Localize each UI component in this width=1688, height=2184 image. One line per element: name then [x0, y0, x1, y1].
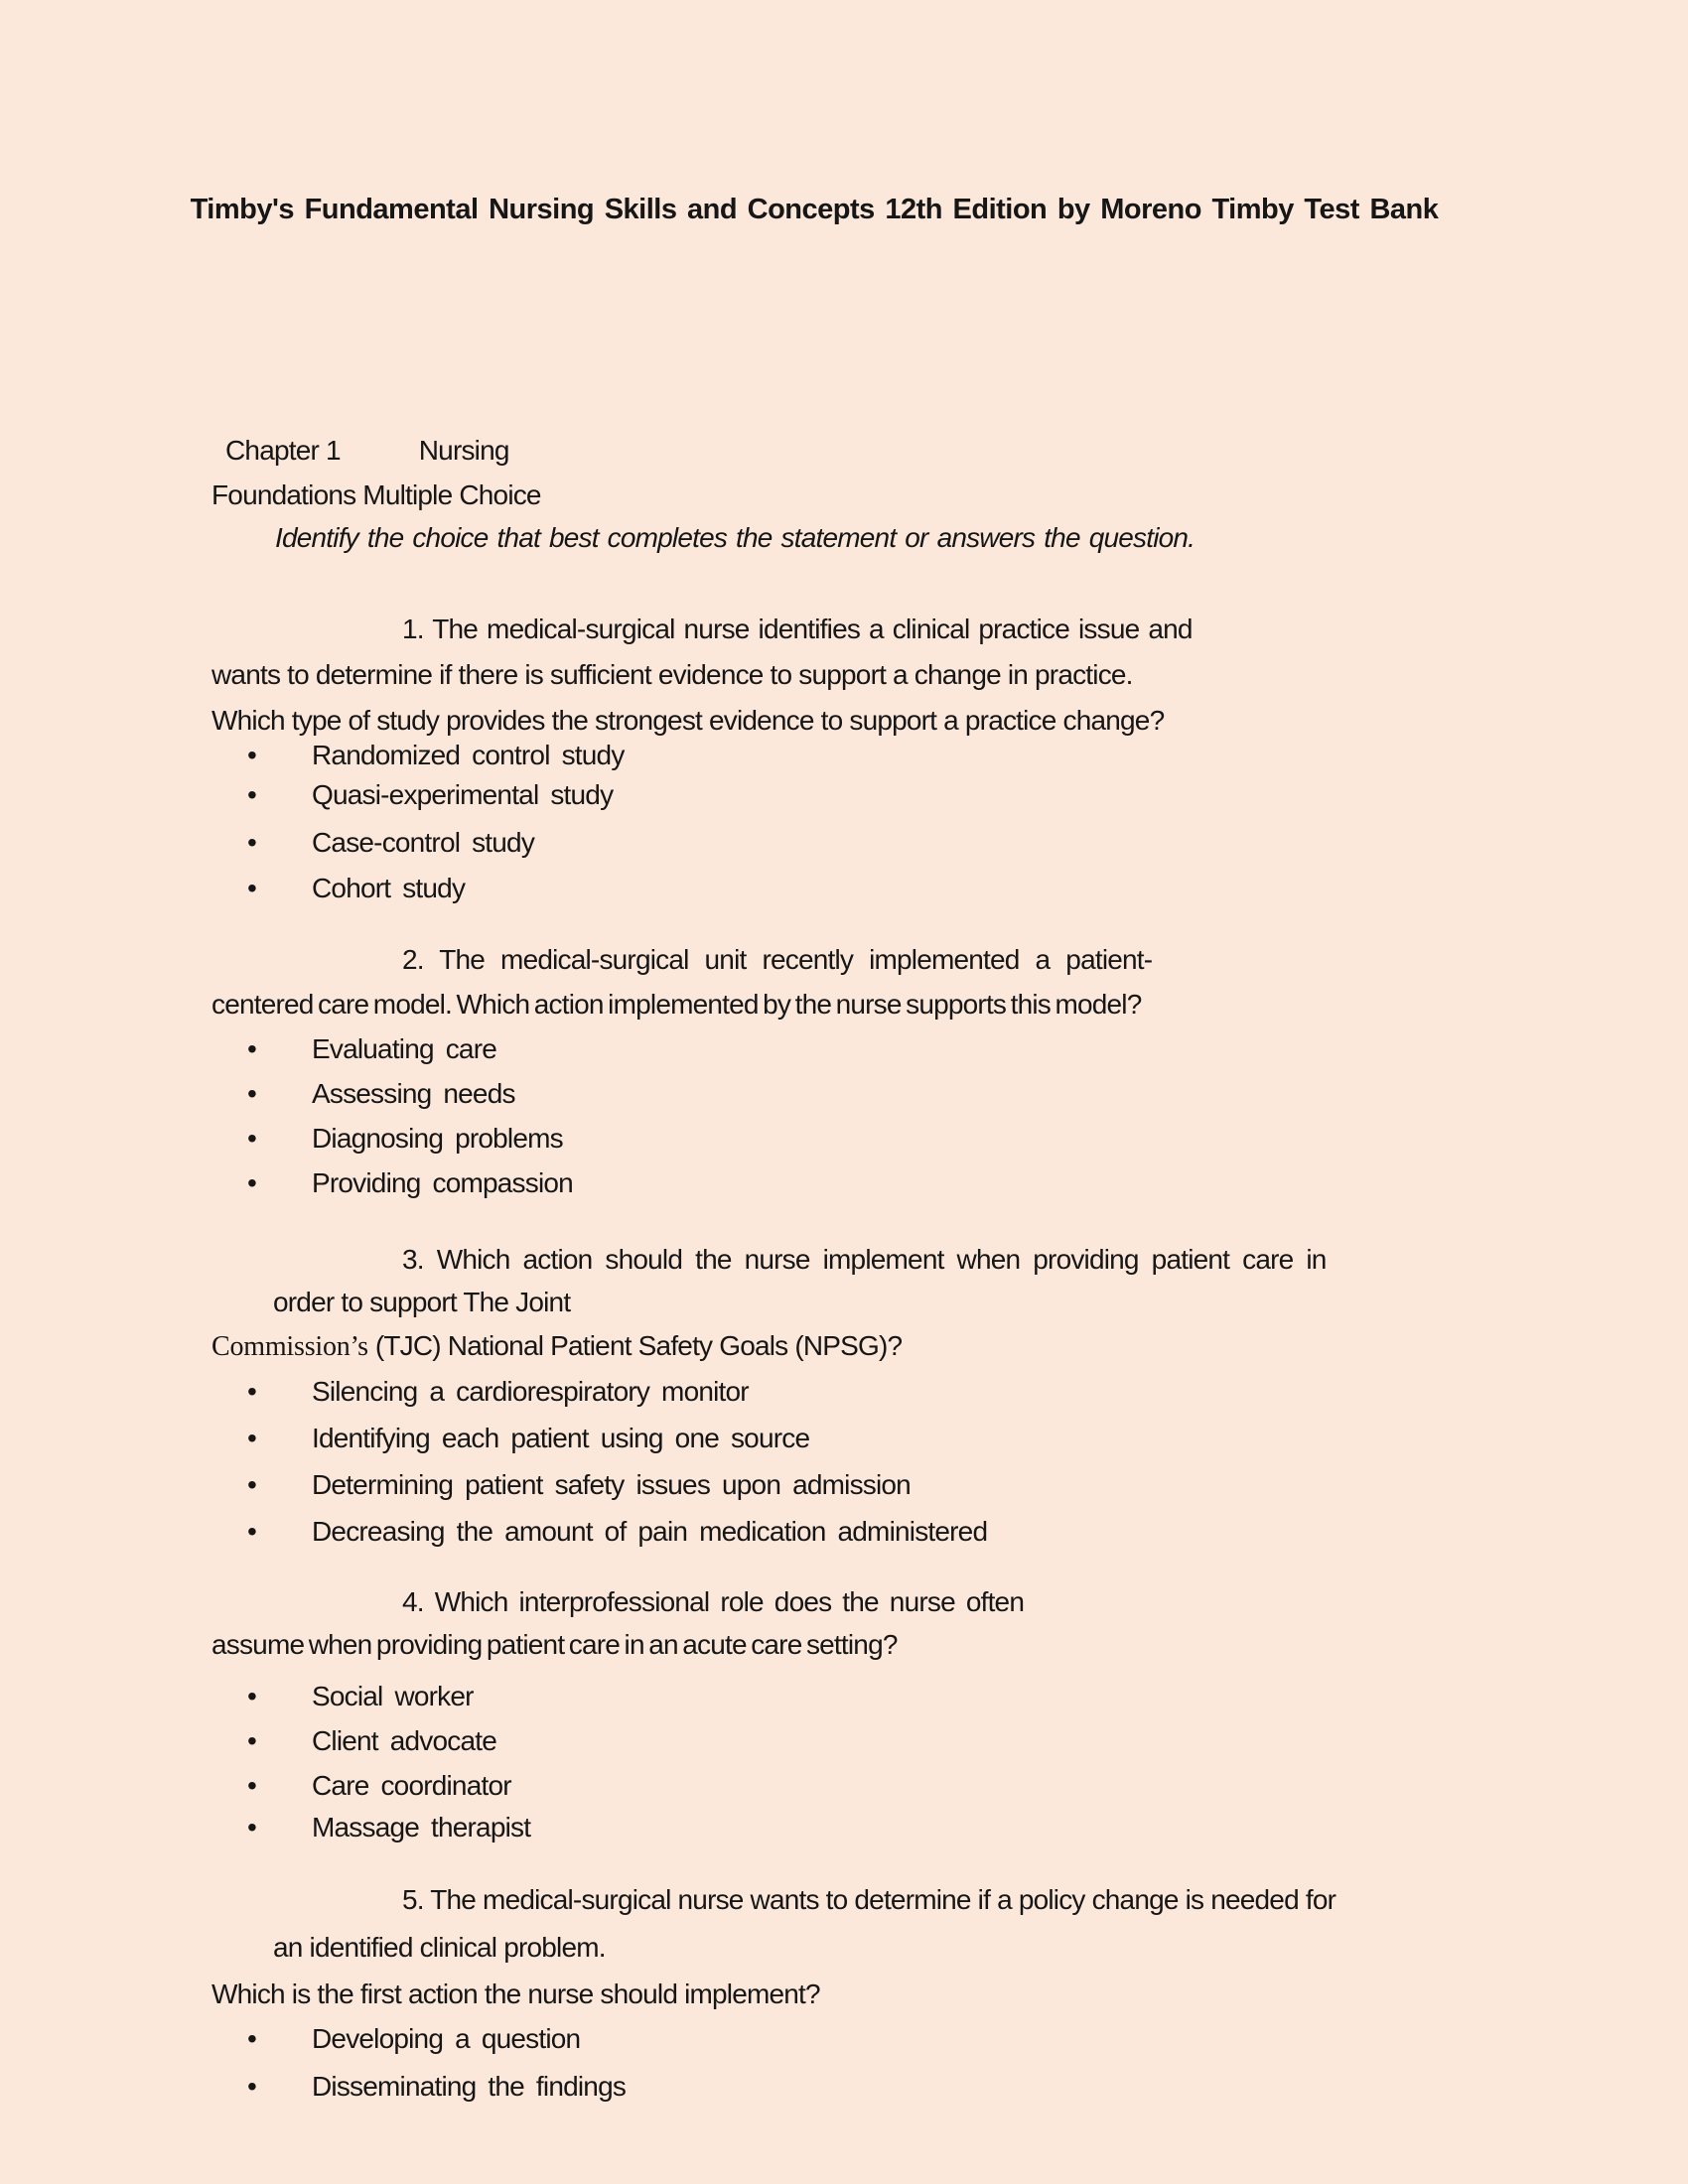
document-title: Timby's Fundamental Nursing Skills and Concepts 12th Edition by Moreno Timby Test Bank — [190, 194, 1439, 225]
question-2-option-row — [247, 1032, 496, 1066]
option-label: Identifying each patient using one source — [312, 1423, 810, 1453]
question-1-line-1: 1. The medical-surgical nurse identifies a clinical practice issue and — [402, 614, 1193, 644]
option-label: Determining patient safety issues upon admission — [312, 1469, 911, 1500]
question-5-line-3: Which is the first action the nurse should implement? — [211, 1979, 820, 2009]
instructions-text: Identify the choice that best completes the statement or answers the question. — [275, 522, 1196, 553]
bullet-icon: • — [247, 779, 257, 810]
chapter-topic: Nursing — [418, 435, 509, 466]
chapter-label: Chapter 1 — [225, 435, 341, 466]
question-1-option-row — [247, 826, 534, 860]
question-3-line-3-rest: (TJC) National Patient Safety Goals (NPSG)? — [374, 1330, 903, 1361]
option-label: Care coordinator — [312, 1770, 511, 1801]
question-5-line-1: 5. The medical-surgical nurse wants to determine if a policy change is needed for — [402, 1884, 1336, 1915]
bullet-icon: • — [247, 1167, 257, 1198]
option-label: Client advocate — [312, 1725, 497, 1756]
question-4-option-row — [247, 1680, 474, 1713]
question-1-line-2: wants to determine if there is sufficient evidence to support a change in practice. — [211, 659, 1133, 690]
bullet-icon: • — [247, 1681, 257, 1711]
bullet-icon: • — [247, 1725, 257, 1756]
question-5-option-row — [247, 2022, 580, 2056]
bullet-icon: • — [247, 2071, 257, 2102]
question-4-line-2: assume when providing patient care in an acute care setting? — [211, 1629, 898, 1660]
question-3-option-row — [247, 1422, 809, 1455]
option-label: Evaluating care — [312, 1033, 497, 1064]
question-3-option-row — [247, 1515, 987, 1549]
bullet-icon: • — [247, 827, 257, 858]
bullet-icon: • — [247, 1516, 257, 1547]
question-3-line-2: order to support The Joint — [273, 1287, 571, 1317]
question-5-option-row — [247, 2070, 626, 2104]
option-label: Developing a question — [312, 2023, 581, 2054]
bullet-icon: • — [247, 1770, 257, 1801]
bullet-icon: • — [247, 873, 257, 903]
bullet-icon: • — [247, 1033, 257, 1064]
option-label: Case-control study — [312, 827, 535, 858]
question-3-option-row — [247, 1468, 911, 1502]
question-3-line-3 — [211, 1329, 902, 1364]
question-4-option-row — [247, 1811, 530, 1844]
bullet-icon: • — [247, 2023, 257, 2054]
question-2-option-row — [247, 1166, 573, 1200]
question-4-option-row — [247, 1724, 496, 1758]
question-2-option-row — [247, 1122, 563, 1156]
bullet-icon: • — [247, 1078, 257, 1109]
option-label: Massage therapist — [312, 1812, 531, 1843]
bullet-icon: • — [247, 1812, 257, 1843]
option-label: Randomized control study — [312, 740, 625, 770]
bullet-icon: • — [247, 740, 257, 770]
bullet-icon: • — [247, 1376, 257, 1407]
chapter-heading — [225, 434, 509, 468]
question-5-line-2: an identified clinical problem. — [273, 1932, 606, 1963]
question-1-option-row — [247, 872, 465, 905]
option-label: Silencing a cardiorespiratory monitor — [312, 1376, 749, 1407]
option-label: Quasi-experimental study — [312, 779, 614, 810]
question-1-line-3: Which type of study provides the strongest evidence to support a practice change? — [211, 705, 1165, 736]
option-label: Decreasing the amount of pain medication administered — [312, 1516, 988, 1547]
question-4-line-1: 4. Which interprofessional role does the nurse often — [402, 1586, 1025, 1617]
bullet-icon: • — [247, 1123, 257, 1154]
option-label: Disseminating the findings — [312, 2071, 627, 2102]
bullet-icon: • — [247, 1423, 257, 1453]
question-1-option-row — [247, 739, 625, 772]
question-2-line-1: 2. The medical-surgical unit recently implemented a patient- — [402, 944, 1153, 975]
question-2-line-2: centered care model. Which action implemented by the nurse supports this model? — [211, 989, 1142, 1020]
section-heading: Foundations Multiple Choice — [211, 479, 541, 510]
option-label: Assessing needs — [312, 1078, 515, 1109]
question-3-line-1: 3. Which action should the nurse implement when providing patient care in — [402, 1244, 1327, 1275]
option-label: Providing compassion — [312, 1167, 573, 1198]
option-label: Cohort study — [312, 873, 466, 903]
question-2-option-row — [247, 1077, 515, 1111]
question-1-option-row — [247, 778, 613, 812]
question-4-option-row — [247, 1769, 511, 1803]
commission-serif-text: Commission’s — [211, 1331, 368, 1362]
question-3-option-row — [247, 1375, 749, 1409]
option-label: Diagnosing problems — [312, 1123, 563, 1154]
option-label: Social worker — [312, 1681, 474, 1711]
bullet-icon: • — [247, 1469, 257, 1500]
